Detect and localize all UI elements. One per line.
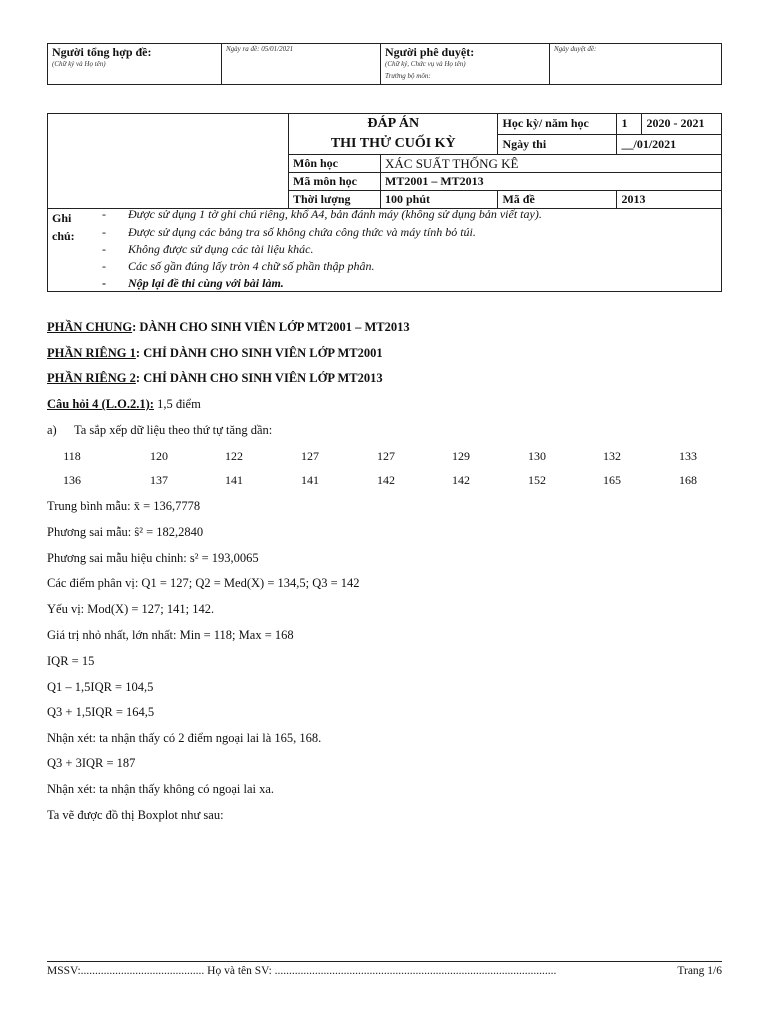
data-value: 120 [150,449,168,463]
note-text: Các số gần đúng lấy tròn 4 chữ số phần thập phân. [128,259,375,273]
data-value: 118 [63,449,81,463]
footer-divider [47,961,722,962]
note-text: Được sử dụng 1 tờ ghi chú riêng, khổ A4, bản đánh máy (không sử dụng bản viết tay). [128,207,542,221]
data-value: 132 [603,449,621,463]
data-value: 142 [377,473,395,487]
note-item [102,259,375,274]
school-year: 2020 - 2021 [642,114,722,135]
upper-fence: Q3 + 1,5IQR = 164,5 [47,705,155,719]
outer-fence: Q3 + 3IQR = 187 [47,756,136,770]
approval-date-cell [550,44,722,85]
note-text: Được sử dụng các bảng tra số không chứa công thức và máy tính bỏ túi. [128,225,476,239]
min-max: Giá trị nhỏ nhất, lớn nhất: Min = 118; Max = 168 [47,628,294,642]
section-part2-prefix: PHẦN RIÊNG 2 [47,371,136,385]
note-item [102,276,284,291]
exam-info-table [47,113,722,209]
notes-label-line2: chú: [52,229,75,243]
student-info-line: MSSV:........................................... Họ và tên SV: .................................................................................................. [47,965,557,977]
note-bullet: - [102,225,106,239]
issue-date-cell [222,44,381,85]
section-part1-prefix: PHẦN RIÊNG 1 [47,346,136,360]
question-heading [47,397,201,412]
part-a-label: a) [47,423,57,437]
lower-fence: Q1 – 1,5IQR = 104,5 [47,680,154,694]
data-value: 152 [528,473,546,487]
mode: Yếu vị: Mod(X) = 127; 141; 142. [47,602,215,616]
subject-name: XÁC SUẤT THỐNG KÊ [381,155,722,173]
section-part2-text: : CHỈ DÀNH CHO SINH VIÊN LỚP MT2013 [135,371,383,385]
duration-label: Thời lượng [289,191,381,209]
data-value: 129 [452,449,470,463]
exam-date-label: Ngày thi [498,134,617,155]
logo-cell [48,114,289,209]
note-item [102,242,313,257]
semester-value: 1 [617,114,642,135]
semester-label: Học kỳ/ năm học [498,114,617,135]
approval-header-table [47,43,722,85]
outlier-remark: Nhận xét: ta nhận thấy có 2 điểm ngoại lai là 165, 168. [47,731,322,745]
page-number: Trang 1/6 [677,965,722,977]
data-value: 137 [150,473,168,487]
iqr: IQR = 15 [47,654,95,668]
part-a [47,423,272,438]
note-bullet: - [102,259,106,273]
data-value: 127 [377,449,395,463]
approval-date: Ngày duyệt đề: [554,45,597,53]
section-part2 [47,371,383,386]
question-points: 1,5 điểm [153,397,201,411]
data-value: 165 [603,473,621,487]
data-value: 141 [225,473,243,487]
approver-cell [381,44,550,85]
compiler-sign-note: (Chữ ký và Họ tên) [52,60,106,68]
note-item [102,207,542,222]
page-footer [47,965,722,977]
note-text: Không được sử dụng các tài liệu khác. [128,242,314,256]
boxplot-intro: Ta vẽ được đồ thị Boxplot như sau: [47,808,224,822]
data-value: 141 [301,473,319,487]
exam-date: __/01/2021 [617,134,722,155]
section-part1 [47,346,383,361]
sample-variance: Phương sai mẫu: ŝ² = 182,2840 [47,525,204,539]
exam-version: 2013 [617,191,722,209]
approver-role: Trưởng bộ môn: [385,72,431,80]
course-code: MT2001 – MT2013 [381,173,722,191]
note-item [102,225,476,240]
compiler-label: Người tổng hợp đề: [52,45,152,59]
section-common-text: : DÀNH CHO SINH VIÊN LỚP MT2001 – MT2013 [132,320,410,334]
exam-title-cell [289,114,498,155]
course-code-label: Mã môn học [289,173,381,191]
issue-date: Ngày ra đề: 05/01/2021 [226,45,294,53]
notes-box [47,206,722,292]
section-part1-text: : CHỈ DÀNH CHO SINH VIÊN LỚP MT2001 [135,346,383,360]
corrected-variance: Phương sai mẫu hiệu chỉnh: s² = 193,0065 [47,551,259,565]
note-bullet: - [102,242,106,256]
duration-value: 100 phút [381,191,498,209]
approver-sign-note: (Chữ ký, Chức vụ và Họ tên) [385,60,466,68]
data-value: 133 [679,449,697,463]
data-value: 122 [225,449,243,463]
approver-label: Người phê duyệt: [385,45,475,59]
note-text: Nộp lại đề thi cùng với bài làm. [128,276,284,290]
data-value: 168 [679,473,697,487]
note-bullet: - [102,276,106,290]
notes-label [52,209,75,245]
exam-version-label: Mã đề [498,191,617,209]
data-value: 136 [63,473,81,487]
data-value: 142 [452,473,470,487]
quartiles: Các điểm phân vị: Q1 = 127; Q2 = Med(X) = 134,5; Q3 = 142 [47,576,360,590]
section-common [47,320,410,335]
sample-mean: Trung bình mẫu: x̄ = 136,7778 [47,499,201,513]
data-value: 127 [301,449,319,463]
notes-label-line1: Ghi [52,211,72,225]
exam-title-sub: THI THỬ CUỐI KỲ [330,136,456,151]
question-number: Câu hỏi 4 (L.O.2.1): [47,397,154,411]
note-bullet: - [102,207,106,221]
data-value: 130 [528,449,546,463]
section-common-prefix: PHẦN CHUNG [47,320,133,334]
far-outlier-remark: Nhận xét: ta nhận thấy không có ngoại lai xa. [47,782,275,796]
part-a-text: Ta sắp xếp dữ liệu theo thứ tự tăng dần: [74,423,273,437]
compiler-cell [48,44,222,85]
exam-title-main: ĐÁP ÁN [367,116,420,131]
subject-label: Môn học [289,155,381,173]
